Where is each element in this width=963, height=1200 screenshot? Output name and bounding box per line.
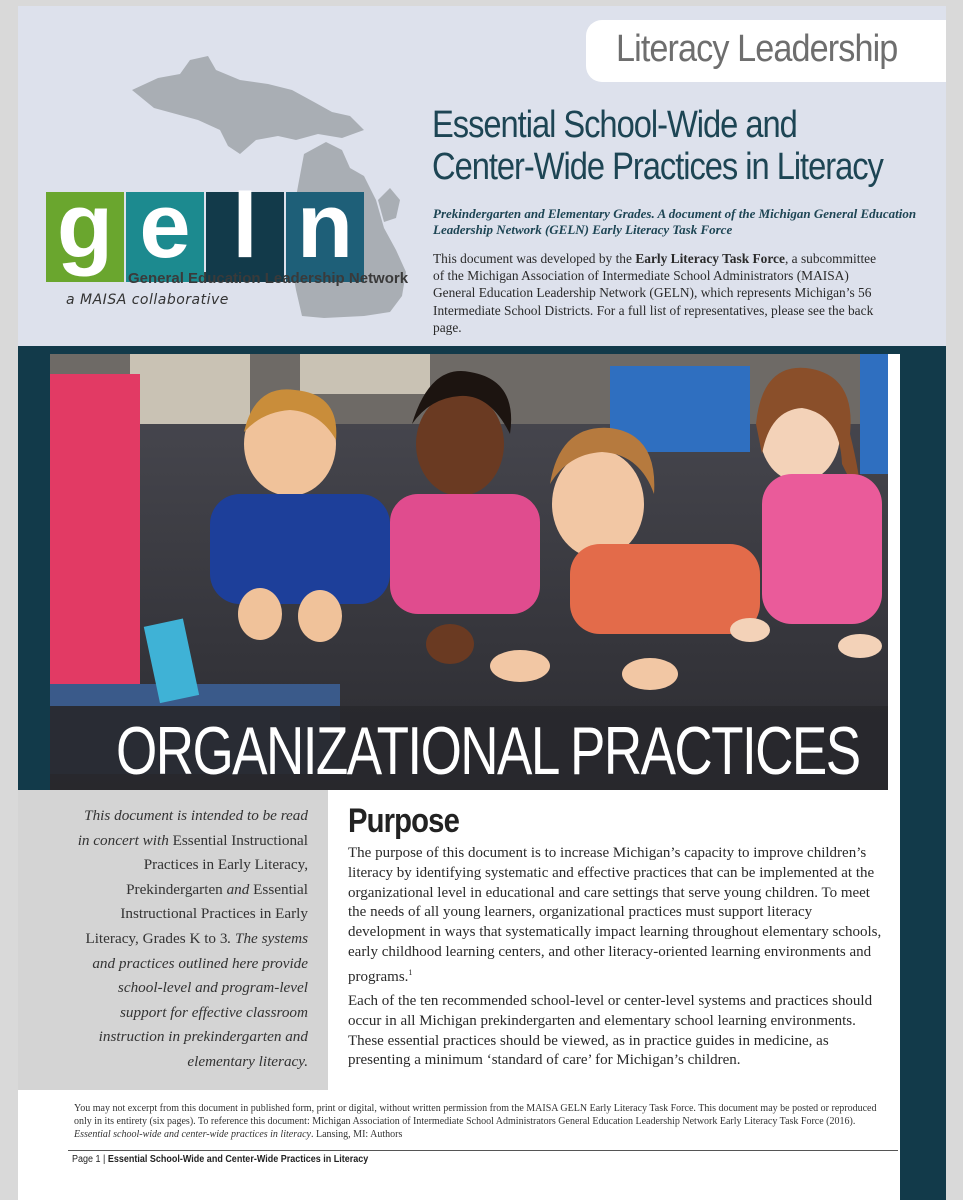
section-banner-title: ORGANIZATIONAL PRACTICES xyxy=(116,713,860,789)
logo-letter-g: g xyxy=(46,192,124,282)
document-intro: This document was developed by the Early Literacy Task Force, a subcommittee of the Michigan Association of Intermediate School Administrators (MAISA) General Education Leadership Network (GELN), which represents Michigan’s 56 Intermediate School Districts. For a full list of representatives, please see the back page. xyxy=(433,251,877,335)
dark-band-right xyxy=(900,354,946,1200)
series-tag: Literacy Leadership xyxy=(616,28,898,70)
purpose-heading: Purpose xyxy=(348,802,459,840)
logo-organization-name: General Education Leadership Network xyxy=(128,270,409,287)
footnote-marker: 1 xyxy=(408,967,413,977)
copyright-notice: You may not excerpt from this document in published form, print or digital, without written permission from the MAISA GELN Early Literacy Task Force. This document may be posted or reproduced only in its entirety (six pages). To reference this document: Michigan Association of Intermediate School Administrators General Education Leadership Network Early Literacy Task Force (2016). Essential school-wide and center-wide practices in literacy. Lansing, MI: Authors xyxy=(74,1103,877,1140)
purpose-paragraph-2: Each of the ten recommended school-level or center-level systems and practices should occur in all Michigan prekindergarten and elementary school learning environments. These essential practices should be viewed, as in practice guides in medicine, as presenting a minimum ‘standard of care’ for Michigan’s children. xyxy=(348,993,873,1069)
dark-band-top xyxy=(18,346,946,354)
purpose-paragraph-1: The purpose of this document is to increase Michigan’s capacity to improve children’s literacy by identifying systematic and effective practices that can be implemented at the organizational level in educational and care settings that serve young children. To meet the needs of all young learners, organizational practices must support literacy development in ways that systematically impact learning throughout elementary schools, early childhood learning centers, and other literacy-oriented learning environments and programs.$^1$ xyxy=(348,845,882,985)
logo-tagline: a MAISA collaborative xyxy=(66,292,229,308)
logo-letter-e: e xyxy=(126,192,204,282)
document-page xyxy=(18,6,946,1200)
document-title: Essential School-Wide and Center-Wide Practices in Literacy xyxy=(432,104,883,188)
photo-caption-band xyxy=(50,706,888,790)
dark-band-left xyxy=(18,346,50,790)
logo-letter-n: n xyxy=(286,192,364,282)
footer-divider xyxy=(68,1150,898,1151)
logo-letter-l: l xyxy=(206,192,284,282)
page-footer: Page 1 | Essential School-Wide and Center-Wide Practices in Literacy xyxy=(72,1154,369,1165)
document-subtitle: Prekindergarten and Elementary Grades. A document of the Michigan General Education Leadership Network (GELN) Early Literacy Task Force xyxy=(433,206,917,237)
sidebar-note: This document is intended to be read in concert with Essential Instructional Practices in Early Literacy, Prekindergarten and Essential Instructional Practices in Early Literacy, Grades K to 3. The systems and practices outlined here provide school-level and program-level support for effective classroom instruction in prekindergarten and elementary literacy. xyxy=(77,807,308,1070)
children-photo xyxy=(50,354,888,790)
